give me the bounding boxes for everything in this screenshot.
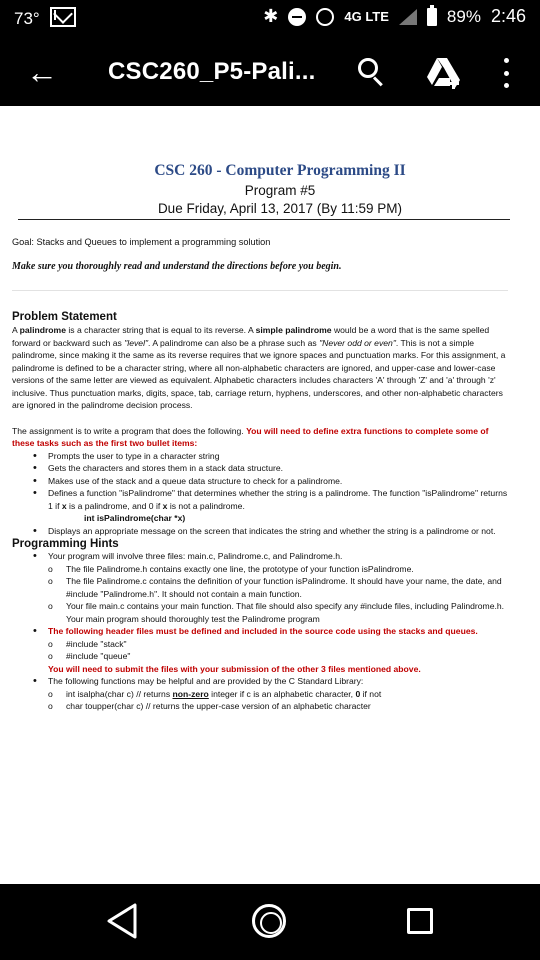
sub-list-item: o The file Palindrome.c contains the definition of your function isPalindrome. It should have your name, the date, and #include "Palindrome.h". It should not contain a main function. <box>48 575 512 600</box>
list-item: • Makes use of the stack and a queue data structure to check for a palindrome. <box>12 475 512 488</box>
submission-note: You will need to submit the files with your submission of the other 3 files mentioned above. <box>48 663 421 674</box>
programming-hints-heading: Programming Hints <box>12 538 119 550</box>
nav-home-icon[interactable] <box>252 904 286 938</box>
list-item: • Prompts the user to type in a character string <box>12 450 512 463</box>
list-item: • Displays an appropriate message on the screen that indicates the string and whether the string is a palindrome or not. <box>12 525 512 538</box>
gmail-notification-icon <box>50 7 76 27</box>
app-bar <box>0 40 540 106</box>
sub-list-item: o #include "queue" <box>48 650 512 663</box>
lte-icon: 4G LTE <box>344 9 389 24</box>
sub-list-item: o The file Palindrome.h contains exactly one line, the prototype of your function isPalindrome. <box>48 563 512 576</box>
problem-statement-heading: Problem Statement <box>12 311 117 323</box>
add-to-drive-icon[interactable] <box>424 56 462 90</box>
due-date: Due Friday, April 13, 2017 (By 11:59 PM) <box>157 201 403 216</box>
list-item: • The following header files must be defined and included in the source code using the stacks and queues. o #include "stack" o #include "queue" You will need to submit the files with your submission of the other 3 files mentioned above. <box>12 625 512 675</box>
program-number: Program #5 <box>244 183 316 198</box>
task-list <box>12 450 512 538</box>
sub-list-item: o #include "stack" <box>48 638 512 651</box>
hints-list <box>12 550 512 713</box>
do-not-disturb-icon <box>288 8 306 26</box>
course-title: CSC 260 - Computer Programming II <box>154 162 406 179</box>
back-arrow-icon[interactable]: ← <box>26 54 58 90</box>
instruction-note: Make sure you thoroughly read and understand the directions before you begin. <box>12 261 342 272</box>
more-options-icon[interactable] <box>498 56 514 90</box>
battery-icon <box>427 8 437 26</box>
alarm-icon <box>316 8 334 26</box>
document-title: CSC260_P5-Pali... <box>108 58 316 85</box>
list-item: • The following functions may be helpful and are provided by the C Standard Library: o int isalpha(char c) // returns non-zero integer if c is an alphabetic character, 0 if not o char toupper(char c) // returns the upper-case version of an alphabetic character <box>12 675 512 713</box>
status-bar <box>0 0 540 40</box>
nav-recent-apps-icon[interactable] <box>407 908 433 934</box>
goal-text: Goal: Stacks and Queues to implement a programming solution <box>12 237 271 247</box>
list-item: • Gets the characters and stores them in a stack data structure. <box>12 462 512 475</box>
list-item: • Your program will involve three files: main.c, Palindrome.c, and Palindrome.h. o The file Palindrome.h contains exactly one line, the prototype of your function isPalindrome. o The file Palindrome.c contains the definition of your function isPalindrome. It should have your name, the date, and #include "Palindrome.h". It should not contain a main function. o Your file main.c contains your main function. That file should also specify any #include files, including Palindrome.h. Your main program should thoroughly test the Palindrome program <box>12 550 512 625</box>
title-divider <box>18 219 510 220</box>
document-page <box>12 162 512 713</box>
sub-list-item: o char toupper(char c) // returns the upper-case version of an alphabetic character <box>48 700 512 713</box>
battery-percentage: 89% <box>446 6 481 26</box>
signal-icon <box>399 9 417 25</box>
navigation-bar <box>0 884 540 960</box>
temperature-indicator: 73° <box>14 9 40 28</box>
clock: 2:46 <box>490 6 526 26</box>
assignment-paragraph: The assignment is to write a program that does the following. You will need to define extra functions to complete some of these tasks such as the first two bullet items: <box>12 425 489 448</box>
section-divider <box>12 290 508 291</box>
function-prototype: int isPalindrome(char *x) <box>84 513 186 523</box>
list-item: • Defines a function "isPalindrome" that determines whether the string is a palindrome. The function "isPalindrome" returns 1 if x is a palindrome, and 0 if x is not a palindrome. int isPalindrome(char *x) <box>12 487 512 525</box>
nav-back-icon[interactable] <box>105 902 139 940</box>
search-icon[interactable] <box>354 54 388 90</box>
bluetooth-icon: ✱ <box>263 6 279 26</box>
sub-list-item: o Your file main.c contains your main function. That file should also specify any #include files, including Palindrome.h. Your main program should thoroughly test the Palindrome program <box>48 600 512 625</box>
problem-statement-paragraph: A palindrome is a character string that is equal to its reverse. A simple palindrome would be a word that is the same spelled forward or backward such as "level". A palindrome can also be a phrase such as "Never odd or even". This is not a simple palindrome, since making it the same as its reverse requires that we ignore spaces and punctuation marks. For this assignment, a palindrome is defined to be a character string, where all non-alphabetic characters are ignored, and upper-case and lower-case versions of the same letter are viewed as equivalent. Alphabetic characters includes characters 'A' through 'Z' and 'a' through 'z' inclusive. Thus punctuation marks, digits, space, tab, carriage return, hyphens, underscores, and other non-alphabetic characters are ignored in the palindrome decision process. <box>12 325 506 410</box>
sub-list-item: o int isalpha(char c) // returns non-zero integer if c is an alphabetic character, 0 if not <box>48 688 512 701</box>
document-viewer[interactable] <box>0 106 540 884</box>
